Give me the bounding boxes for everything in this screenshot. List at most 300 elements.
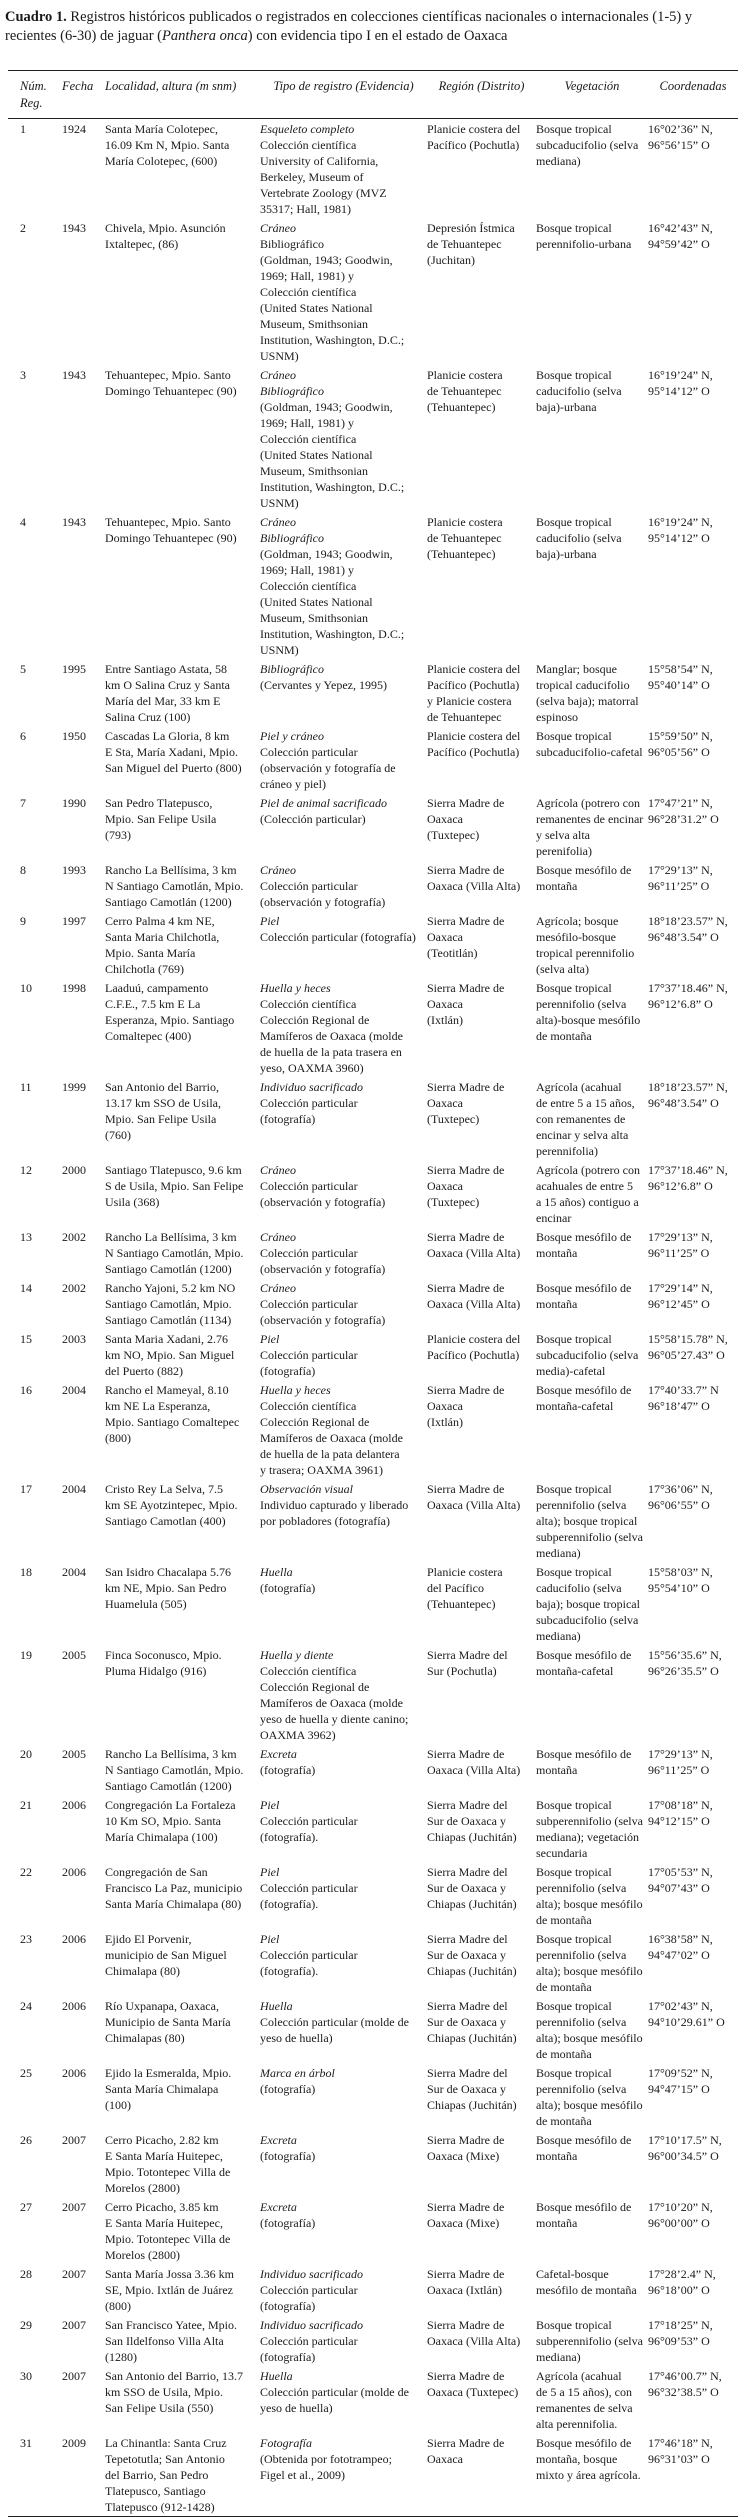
- record-number: 14: [20, 1281, 32, 1295]
- record-date: 2004: [62, 1565, 86, 1579]
- record-number: 30: [20, 2369, 32, 2383]
- evidence-detail: Colección particular (fotografía).: [260, 1881, 358, 1911]
- evidence-detail: (Goldman, 1943; Goodwin, 1969; Hall, 1981) y Colección científica (United States National Museum, Smithsonian Institution, Washington, D.C.; USNM): [260, 400, 405, 510]
- evidence-detail: Colección particular (fotografía).: [260, 1948, 358, 1978]
- record-region: Sierra Madre de Oaxaca (Ixtlán): [427, 2267, 505, 2297]
- record-type: [260, 913, 427, 977]
- table-row: [8, 1227, 738, 1278]
- record-coordinates: 17°37’18.46” N, 96°12’6.8” O: [648, 981, 728, 1011]
- table-row: [8, 1329, 738, 1380]
- record-region: Planicie costera del Pacífico (Pochutla): [427, 729, 521, 759]
- evidence-detail: Colección particular (observación y fotografía): [260, 1246, 386, 1276]
- header-coordenadas: Coordenadas: [659, 79, 727, 93]
- record-locality: Cerro Picacho, 2.82 km E Santa María Huitepec, Mpio. Totontepec Villa de Morelos (2800): [105, 2133, 231, 2195]
- record-locality: Rancho el Mameyal, 8.10 km NE La Esperanza, Mpio. Santiago Comaltepec (800): [105, 1383, 240, 1445]
- evidence-type: Fotografía: [260, 2436, 313, 2450]
- record-vegetation: Bosque mesófilo de montaña-cafetal: [536, 1383, 632, 1413]
- evidence-detail: Colección particular (fotografía): [260, 1348, 358, 1378]
- record-locality: Santiago Tlatepusco, 9.6 km S de Usila, Mpio. San Felipe Usila (368): [105, 1163, 244, 1209]
- records-table: [8, 70, 738, 2517]
- evidence-type: Marca en árbol: [260, 2066, 335, 2080]
- header-vegetacion: Vegetación: [564, 79, 620, 93]
- record-number: 23: [20, 1932, 32, 1946]
- evidence-type: Piel: [260, 914, 280, 928]
- record-locality: Entre Santiago Astata, 58 km O Salina Cruz y Santa María del Mar, 33 km E Salina Cruz (100): [105, 662, 230, 724]
- record-locality: San Francisco Yatee, Mpio. San Ildelfonso Villa Alta (1280): [105, 2318, 237, 2364]
- record-vegetation: Bosque mesófilo de montaña: [536, 2133, 632, 2163]
- record-coordinates: 17°40’33.7” N 96°18’47” O: [648, 1383, 719, 1413]
- record-type: [260, 367, 427, 511]
- evidence-type: Esqueleto completo: [260, 122, 355, 136]
- record-type: [260, 2266, 427, 2314]
- record-number: 5: [20, 662, 26, 676]
- evidence-detail: (Obtenida por fototrampeo; Figel et al., 2009): [260, 2452, 392, 2482]
- evidence-detail: Colección científica Colección Regional de Mamíferos de Oaxaca (molde de huella de la pata trasera en yeso, OAXMA 3960): [260, 997, 403, 1075]
- record-date: 2006: [62, 1865, 86, 1879]
- evidence-detail: (fotografía): [260, 2082, 316, 2096]
- record-type: [260, 1162, 427, 1226]
- record-date: 2006: [62, 1999, 86, 2013]
- record-vegetation: Bosque tropical perennifolio (selva alta); bosque mesófilo de montaña: [536, 1999, 643, 2061]
- record-type: [260, 2065, 427, 2129]
- record-vegetation: Bosque tropical subcaducifolio (selva media)-cafetal: [536, 1332, 639, 1378]
- record-locality: Finca Soconusco, Mpio. Pluma Hidalgo (916): [105, 1648, 222, 1678]
- record-date: 2007: [62, 2200, 86, 2214]
- table-row: [8, 1562, 738, 1645]
- record-type: [260, 2435, 427, 2515]
- evidence-type: Piel: [260, 1332, 280, 1346]
- record-vegetation: Bosque mesófilo de montaña: [536, 1281, 632, 1311]
- record-number: 26: [20, 2133, 32, 2147]
- record-locality: Congregación La Fortaleza 10 Km SO, Mpio. Santa María Chimalapa (100): [105, 1798, 236, 1844]
- evidence-type: Individuo sacrificado: [260, 1080, 363, 1094]
- record-locality: Chivela, Mpio. Asunción Ixtaltepec, (86): [105, 221, 226, 251]
- record-locality: Tehuantepec, Mpio. Santo Domingo Tehuantepec (90): [105, 368, 237, 398]
- record-type: [260, 728, 427, 792]
- record-region: Sierra Madre del Sur (Pochutla): [427, 1648, 508, 1678]
- evidence-type: Piel y cráneo: [260, 729, 324, 743]
- record-region: Planicie costera del Pacífico (Pochutla): [427, 122, 521, 152]
- evidence-detail: Colección particular (observación y fotografía): [260, 1179, 386, 1209]
- record-coordinates: 17°29’14” N, 96°12’45” O: [648, 1281, 713, 1311]
- record-type: [260, 1931, 427, 1995]
- record-vegetation: Agrícola (acahual de entre 5 a 15 años, con remanentes de encinar y selva alta perennifolia): [536, 1080, 635, 1158]
- evidence-type: Piel: [260, 1865, 280, 1879]
- record-type: [260, 1229, 427, 1277]
- record-date: 2006: [62, 1798, 86, 1812]
- evidence-type: Huella: [260, 1565, 293, 1579]
- record-region: Planicie costera del Pacífico (Pochutla): [427, 1332, 521, 1362]
- record-coordinates: 15°59’50” N, 96°05’56” O: [648, 729, 713, 759]
- record-region: Sierra Madre de Oaxaca (Villa Alta): [427, 863, 521, 893]
- evidence-detail: Colección particular (fotografía): [260, 2334, 358, 2364]
- record-region: Sierra Madre de Oaxaca (Ixtlán): [427, 981, 505, 1027]
- record-number: 9: [20, 914, 26, 928]
- record-vegetation: Bosque mesófilo de montaña: [536, 2200, 632, 2230]
- evidence-detail: Colección particular (fotografía): [260, 930, 416, 944]
- evidence-detail: Colección particular (fotografía): [260, 2283, 358, 2313]
- record-number: 1: [20, 122, 26, 136]
- caption-label: Cuadro 1.: [5, 9, 67, 25]
- evidence-detail: Colección científica University of California, Berkeley, Museum of Vertebrate Zoology (MVZ 35317; Hall, 1981): [260, 138, 387, 216]
- table-row: [8, 911, 738, 978]
- table-row: [8, 1862, 738, 1929]
- record-region: Sierra Madre de Oaxaca: [427, 2436, 505, 2466]
- table-row: [8, 218, 738, 365]
- evidence-detail: Bibliográfico (Goldman, 1943; Goodwin, 1969; Hall, 1981) y Colección científica (United States National Museum, Smithsonian Institution, Washington, D.C.; USNM): [260, 237, 405, 363]
- record-number: 19: [20, 1648, 32, 1662]
- evidence-detail: Colección particular (observación y fotografía): [260, 879, 386, 909]
- table-header: [8, 71, 738, 119]
- record-coordinates: 16°19’24” N, 95°14’12” O: [648, 368, 713, 398]
- record-locality: Rancho La Bellísima, 3 km N Santiago Camotlán, Mpio. Santiago Camotlán (1200): [105, 1230, 244, 1276]
- record-vegetation: Bosque tropical perennifolio (selva alta); bosque tropical subperennifolio (selva mediana): [536, 1482, 643, 1560]
- record-type: [260, 2199, 427, 2263]
- record-region: Sierra Madre del Sur de Oaxaca y Chiapas (Juchitán): [427, 1932, 517, 1978]
- evidence-type: Observación visual: [260, 1482, 353, 1496]
- record-region: Sierra Madre del Sur de Oaxaca y Chiapas (Juchitán): [427, 2066, 517, 2112]
- record-vegetation: Bosque tropical perennifolio (selva alta)-bosque mesófilo de montaña: [536, 981, 641, 1043]
- record-type: [260, 220, 427, 364]
- record-locality: Santa María Jossa 3.36 km SE, Mpio. Ixtlán de Juárez (800): [105, 2267, 234, 2313]
- table-row: [8, 978, 738, 1077]
- evidence-detail: (fotografía): [260, 1581, 316, 1595]
- evidence-type: Cráneo Bibliográfico: [260, 368, 324, 398]
- record-vegetation: Bosque tropical caducifolio (selva baja)-urbana: [536, 368, 622, 414]
- record-date: 2007: [62, 2318, 86, 2332]
- record-locality: San Pedro Tlatepusco, Mpio. San Felipe Usila (793): [105, 796, 217, 842]
- table-row: [8, 119, 738, 218]
- record-number: 25: [20, 2066, 32, 2080]
- evidence-type: Excreta: [260, 1747, 297, 1761]
- record-locality: Cristo Rey La Selva, 7.5 km SE Ayotzintepec, Mpio. Santiago Camotlan (400): [105, 1482, 238, 1528]
- evidence-type: Piel de animal sacrificado: [260, 796, 387, 810]
- table-row: [8, 1795, 738, 1862]
- record-coordinates: 17°29’13” N, 96°11’25” O: [648, 1230, 713, 1260]
- record-date: 1950: [62, 729, 86, 743]
- record-region: Sierra Madre de Oaxaca (Villa Alta): [427, 2318, 521, 2348]
- record-date: 2007: [62, 2369, 86, 2383]
- record-number: 18: [20, 1565, 32, 1579]
- table-row: [8, 1278, 738, 1329]
- record-region: Planicie costera de Tehuantepec (Tehuantepec): [427, 368, 503, 414]
- record-type: [260, 2317, 427, 2365]
- record-vegetation: Bosque tropical perennifolio (selva alta); bosque mesófilo de montaña: [536, 1932, 643, 1994]
- record-number: 13: [20, 1230, 32, 1244]
- record-number: 24: [20, 1999, 32, 2013]
- record-vegetation: Bosque tropical perennifolio (selva alta); bosque mesófilo de montaña: [536, 1865, 643, 1927]
- record-locality: Tehuantepec, Mpio. Santo Domingo Tehuantepec (90): [105, 515, 237, 545]
- record-date: 1998: [62, 981, 86, 995]
- record-number: 27: [20, 2200, 32, 2214]
- record-coordinates: 16°02’36” N, 96°56’15” O: [648, 122, 713, 152]
- record-date: 2005: [62, 1747, 86, 1761]
- record-vegetation: Bosque tropical perennifolio (selva alta); bosque mesófilo de montaña: [536, 2066, 643, 2128]
- evidence-detail: (fotografía): [260, 1763, 316, 1777]
- record-region: Sierra Madre de Oaxaca (Tuxtepec): [427, 2369, 519, 2399]
- evidence-type: Cráneo: [260, 1163, 296, 1177]
- record-number: 28: [20, 2267, 32, 2281]
- record-date: 1943: [62, 515, 86, 529]
- record-vegetation: Cafetal-bosque mesófilo de montaña: [536, 2267, 637, 2297]
- record-date: 1995: [62, 662, 86, 676]
- record-date: 2007: [62, 2133, 86, 2147]
- table-row: [8, 1479, 738, 1562]
- record-vegetation: Bosque tropical caducifolio (selva baja); bosque tropical subcaducifolio (selva mediana): [536, 1565, 640, 1643]
- evidence-type: Huella y diente: [260, 1648, 334, 1662]
- record-date: 1990: [62, 796, 86, 810]
- record-coordinates: 17°46’00.7” N, 96°32’38.5” O: [648, 2369, 722, 2399]
- caption-text-end: ) con evidencia tipo I en el estado de Oaxaca: [247, 28, 508, 44]
- record-number: 3: [20, 368, 26, 382]
- table-row: [8, 1160, 738, 1227]
- record-vegetation: Agrícola (acahual de 5 a 15 años), con remanentes de selva alta perennifolia.: [536, 2369, 633, 2431]
- record-number: 16: [20, 1383, 32, 1397]
- record-locality: Rancho La Bellísima, 3 km N Santiago Camotlán, Mpio. Santiago Camotlán (1200): [105, 863, 244, 909]
- record-vegetation: Bosque mesófilo de montaña: [536, 863, 632, 893]
- evidence-detail: (Colección particular): [260, 812, 366, 826]
- record-number: 8: [20, 863, 26, 877]
- record-coordinates: 17°29’13” N, 96°11’25” O: [648, 1747, 713, 1777]
- table-row: [8, 1744, 738, 1795]
- record-vegetation: Agrícola (potrero con remanentes de encinar y selva alta perenifolia): [536, 796, 644, 858]
- evidence-type: Cráneo: [260, 221, 296, 235]
- table-row: [8, 2433, 738, 2516]
- header-fecha: Fecha: [62, 79, 94, 93]
- table-caption: [5, 8, 740, 46]
- record-type: [260, 1280, 427, 1328]
- record-vegetation: Bosque mesófilo de montaña: [536, 1747, 632, 1777]
- record-coordinates: 17°29’13” N, 96°11’25” O: [648, 863, 713, 893]
- record-number: 4: [20, 515, 26, 529]
- record-locality: San Antonio del Barrio, 13.17 km SSO de Usila, Mpio. San Felipe Usila (760): [105, 1080, 222, 1142]
- record-vegetation: Bosque tropical subperennifolio (selva mediana); vegetación secundaria: [536, 1798, 643, 1860]
- evidence-type: Huella: [260, 2369, 293, 2383]
- record-type: [260, 862, 427, 910]
- evidence-type: Bibliográfico: [260, 662, 324, 676]
- record-vegetation: Bosque mesófilo de montaña, bosque mixto y área agrícola.: [536, 2436, 641, 2482]
- record-coordinates: 17°18’25” N, 96°09’53” O: [648, 2318, 713, 2348]
- record-region: Depresión Ístmica de Tehuantepec (Juchitan): [427, 221, 515, 267]
- evidence-detail: Colección particular (molde de yeso de huella): [260, 2385, 409, 2415]
- record-region: Sierra Madre de Oaxaca (Villa Alta): [427, 1747, 521, 1777]
- record-type: [260, 2368, 427, 2432]
- evidence-type: Huella y heces: [260, 981, 331, 995]
- table-row: [8, 1077, 738, 1160]
- record-number: 20: [20, 1747, 32, 1761]
- evidence-detail: Colección particular (fotografía): [260, 1096, 358, 1126]
- record-region: Planicie costera del Pacífico (Pochutla) y Planicie costera de Tehuantepec: [427, 662, 521, 724]
- record-region: Sierra Madre del Sur de Oaxaca y Chiapas (Juchitán): [427, 1798, 517, 1844]
- record-region: Sierra Madre del Sur de Oaxaca y Chiapas (Juchitán): [427, 1999, 517, 2045]
- record-date: 1999: [62, 1080, 86, 1094]
- record-coordinates: 16°19’24” N, 95°14’12” O: [648, 515, 713, 545]
- record-coordinates: 15°56’35.6” N, 96°26’35.5” O: [648, 1648, 722, 1678]
- record-region: Sierra Madre de Oaxaca (Tuxtepec): [427, 1163, 505, 1209]
- record-region: Sierra Madre de Oaxaca (Tuxtepec): [427, 796, 505, 842]
- table-row: [8, 2315, 738, 2366]
- record-locality: Santa Maria Xadani, 2.76 km NO, Mpio. San Miguel del Puerto (882): [105, 1332, 235, 1378]
- record-type: [260, 514, 427, 658]
- table-row: [8, 2130, 738, 2197]
- record-number: 29: [20, 2318, 32, 2332]
- header-tipo: Tipo de registro (Evidencia): [273, 79, 414, 93]
- record-coordinates: 17°28’2.4” N, 96°18’00” O: [648, 2267, 716, 2297]
- record-vegetation: Bosque tropical subperennifolio (selva mediana): [536, 2318, 643, 2364]
- header-num: Núm. Reg.: [20, 79, 47, 110]
- record-number: 17: [20, 1482, 32, 1496]
- record-vegetation: Bosque tropical subcaducifolio (selva mediana): [536, 122, 639, 168]
- record-coordinates: 15°58’03” N, 95°54’10” O: [648, 1565, 713, 1595]
- evidence-detail: Colección particular (fotografía).: [260, 1814, 358, 1844]
- record-date: 1924: [62, 122, 86, 136]
- record-coordinates: 17°36’06” N, 96°06’55” O: [648, 1482, 713, 1512]
- table-row: [8, 1380, 738, 1479]
- record-number: 6: [20, 729, 26, 743]
- evidence-detail: (Goldman, 1943; Goodwin, 1969; Hall, 1981) y Colección científica (United States National Museum, Smithsonian Institution, Washington, D.C.; USNM): [260, 547, 405, 657]
- table-row: [8, 726, 738, 793]
- record-region: Planicie costera de Tehuantepec (Tehuantepec): [427, 515, 503, 561]
- record-coordinates: 17°10’20” N, 96°00’00” O: [648, 2200, 713, 2230]
- record-coordinates: 17°05’53” N, 94°07’43” O: [648, 1865, 713, 1895]
- evidence-detail: Colección científica Colección Regional de Mamíferos de Oaxaca (molde yeso de huella y diente canino; OAXMA 3962): [260, 1664, 409, 1742]
- evidence-type: Individuo sacrificado: [260, 2267, 363, 2281]
- record-number: 2: [20, 221, 26, 235]
- record-locality: Congregación de San Francisco La Paz, municipio Santa María Chimalapa (80): [105, 1865, 243, 1911]
- table-row: [8, 793, 738, 860]
- record-locality: Cascadas La Gloria, 8 km E Sta, María Xadani, Mpio. San Miguel del Puerto (800): [105, 729, 242, 775]
- record-coordinates: 16°42’43” N, 94°59’42” O: [648, 221, 713, 251]
- evidence-detail: (Cervantes y Yepez, 1995): [260, 678, 387, 692]
- record-region: Sierra Madre de Oaxaca (Villa Alta): [427, 1230, 521, 1260]
- table-row: [8, 659, 738, 726]
- evidence-type: Piel: [260, 1932, 280, 1946]
- record-vegetation: Bosque tropical perennifolio-urbana: [536, 221, 632, 251]
- record-region: Sierra Madre de Oaxaca (Mixe): [427, 2133, 505, 2163]
- record-type: [260, 980, 427, 1076]
- record-locality: Rancho La Bellísima, 3 km N Santiago Camotlán, Mpio. Santiago Camotlán (1200): [105, 1747, 244, 1793]
- record-locality: Cerro Picacho, 3.85 km E Santa María Huitepec, Mpio. Totontepec Villa de Morelos (2800): [105, 2200, 231, 2262]
- header-localidad: Localidad, altura (m snm): [105, 79, 237, 93]
- table-row: [8, 512, 738, 659]
- record-type: [260, 795, 427, 859]
- record-region: Sierra Madre de Oaxaca (Mixe): [427, 2200, 505, 2230]
- table-body: [8, 119, 738, 2516]
- record-type: [260, 661, 427, 725]
- record-type: [260, 1746, 427, 1794]
- evidence-type: Huella y heces: [260, 1383, 331, 1397]
- record-type: [260, 1564, 427, 1644]
- record-locality: San Antonio del Barrio, 13.7 km SSO de Usila, Mpio. San Felipe Usila (550): [105, 2369, 243, 2415]
- evidence-detail: Colección particular (observación y fotografía de cráneo y piel): [260, 745, 396, 791]
- evidence-type: Cráneo: [260, 1230, 296, 1244]
- record-coordinates: 15°58’54” N, 95°40’14” O: [648, 662, 713, 692]
- record-type: [260, 1481, 427, 1561]
- record-number: 21: [20, 1798, 32, 1812]
- evidence-type: Individuo sacrificado: [260, 2318, 363, 2332]
- record-number: 12: [20, 1163, 32, 1177]
- record-date: 2006: [62, 1932, 86, 1946]
- record-coordinates: 17°09’52” N, 94°47’15” O: [648, 2066, 713, 2096]
- record-date: 2009: [62, 2436, 86, 2450]
- evidence-type: Cráneo Bibliográfico: [260, 515, 324, 545]
- record-vegetation: Bosque mesófilo de montaña-cafetal: [536, 1648, 632, 1678]
- record-region: Planicie costera del Pacífico (Tehuantepec): [427, 1565, 503, 1611]
- evidence-detail: Colección particular (molde de yeso de huella): [260, 2015, 409, 2045]
- table-row: [8, 860, 738, 911]
- evidence-type: Huella: [260, 1999, 293, 2013]
- record-number: 10: [20, 981, 32, 995]
- evidence-detail: (fotografía): [260, 2149, 316, 2163]
- record-number: 31: [20, 2436, 32, 2450]
- record-vegetation: Agrícola (potrero con acahuales de entre 5 a 15 años) contiguo a encinar: [536, 1163, 640, 1225]
- record-type: [260, 1864, 427, 1928]
- table-row: [8, 2264, 738, 2315]
- record-locality: Santa María Colotepec, 16.09 Km N, Mpio. Santa María Colotepec, (600): [105, 122, 230, 168]
- record-date: 1943: [62, 221, 86, 235]
- record-coordinates: 17°46’18” N, 96°31’03” O: [648, 2436, 713, 2466]
- caption-species: Panthera onca: [162, 28, 248, 44]
- record-locality: Rancho Yajoni, 5.2 km NO Santiago Camotlán, Mpio. Santiago Camotlán (1134): [105, 1281, 236, 1327]
- record-coordinates: 17°10’17.5” N, 96°00’34.5” O: [648, 2133, 722, 2163]
- record-region: Sierra Madre de Oaxaca (Tuxtepec): [427, 1080, 505, 1126]
- evidence-type: Excreta: [260, 2133, 297, 2147]
- record-type: [260, 1998, 427, 2062]
- record-type: [260, 1382, 427, 1478]
- record-number: 15: [20, 1332, 32, 1346]
- record-type: [260, 1079, 427, 1159]
- record-coordinates: 18°18’23.57” N, 96°48’3.54” O: [648, 914, 728, 944]
- table-row: [8, 1929, 738, 1996]
- record-number: 7: [20, 796, 26, 810]
- record-coordinates: 17°08’18” N, 94°12’15” O: [648, 1798, 713, 1828]
- record-coordinates: 17°37’18.46” N, 96°12’6.8” O: [648, 1163, 728, 1193]
- evidence-detail: Colección científica Colección Regional de Mamíferos de Oaxaca (molde de huella de la pata delantera y trasera; OAXMA 3961): [260, 1399, 403, 1477]
- record-type: [260, 1331, 427, 1379]
- record-type: [260, 1797, 427, 1861]
- evidence-type: Cráneo: [260, 1281, 296, 1295]
- record-region: Sierra Madre del Sur de Oaxaca y Chiapas (Juchitán): [427, 1865, 517, 1911]
- record-coordinates: 16°38’58” N, 94°47’02” O: [648, 1932, 713, 1962]
- record-date: 2005: [62, 1648, 86, 1662]
- record-date: 2004: [62, 1482, 86, 1496]
- record-date: 2007: [62, 2267, 86, 2281]
- table-row: [8, 2197, 738, 2264]
- record-date: 2002: [62, 1230, 86, 1244]
- evidence-detail: Colección particular (observación y fotografía): [260, 1297, 386, 1327]
- record-type: [260, 1647, 427, 1743]
- record-locality: Ejido El Porvenir, municipio de San Miguel Chimalapa (80): [105, 1932, 227, 1978]
- record-vegetation: Manglar; bosque tropical caducifolio (selva baja); matorral espinoso: [536, 662, 639, 724]
- evidence-detail: (fotografía): [260, 2216, 316, 2230]
- evidence-type: Piel: [260, 1798, 280, 1812]
- record-region: Sierra Madre de Oaxaca (Villa Alta): [427, 1281, 521, 1311]
- record-vegetation: Agrícola; bosque mesófilo-bosque tropical perennifolio (selva alta): [536, 914, 635, 976]
- record-coordinates: 15°58’15.78” N, 96°05’27.43” O: [648, 1332, 728, 1362]
- caption-text: Registros históricos publicados o registrados en colecciones científicas nacionales o internacionales (1-5) y recientes (6-30) de jaguar (: [5, 9, 693, 44]
- record-locality: La Chinantla: Santa Cruz Tepetotutla; San Antonio del Barrio, San Pedro Tlatepusco, Santiago Tlatepusco (912-1428): [105, 2436, 227, 2514]
- record-date: 2003: [62, 1332, 86, 1346]
- table-row: [8, 1645, 738, 1744]
- table-row: [8, 2366, 738, 2433]
- record-locality: San Isidro Chacalapa 5.76 km NE, Mpio. San Pedro Huamelula (505): [105, 1565, 231, 1611]
- record-date: 2006: [62, 2066, 86, 2080]
- record-date: 1993: [62, 863, 86, 877]
- table-row: [8, 2063, 738, 2130]
- record-coordinates: 17°47’21” N, 96°28’31.2” O: [648, 796, 719, 826]
- table-row: [8, 1996, 738, 2063]
- record-type: [260, 2132, 427, 2196]
